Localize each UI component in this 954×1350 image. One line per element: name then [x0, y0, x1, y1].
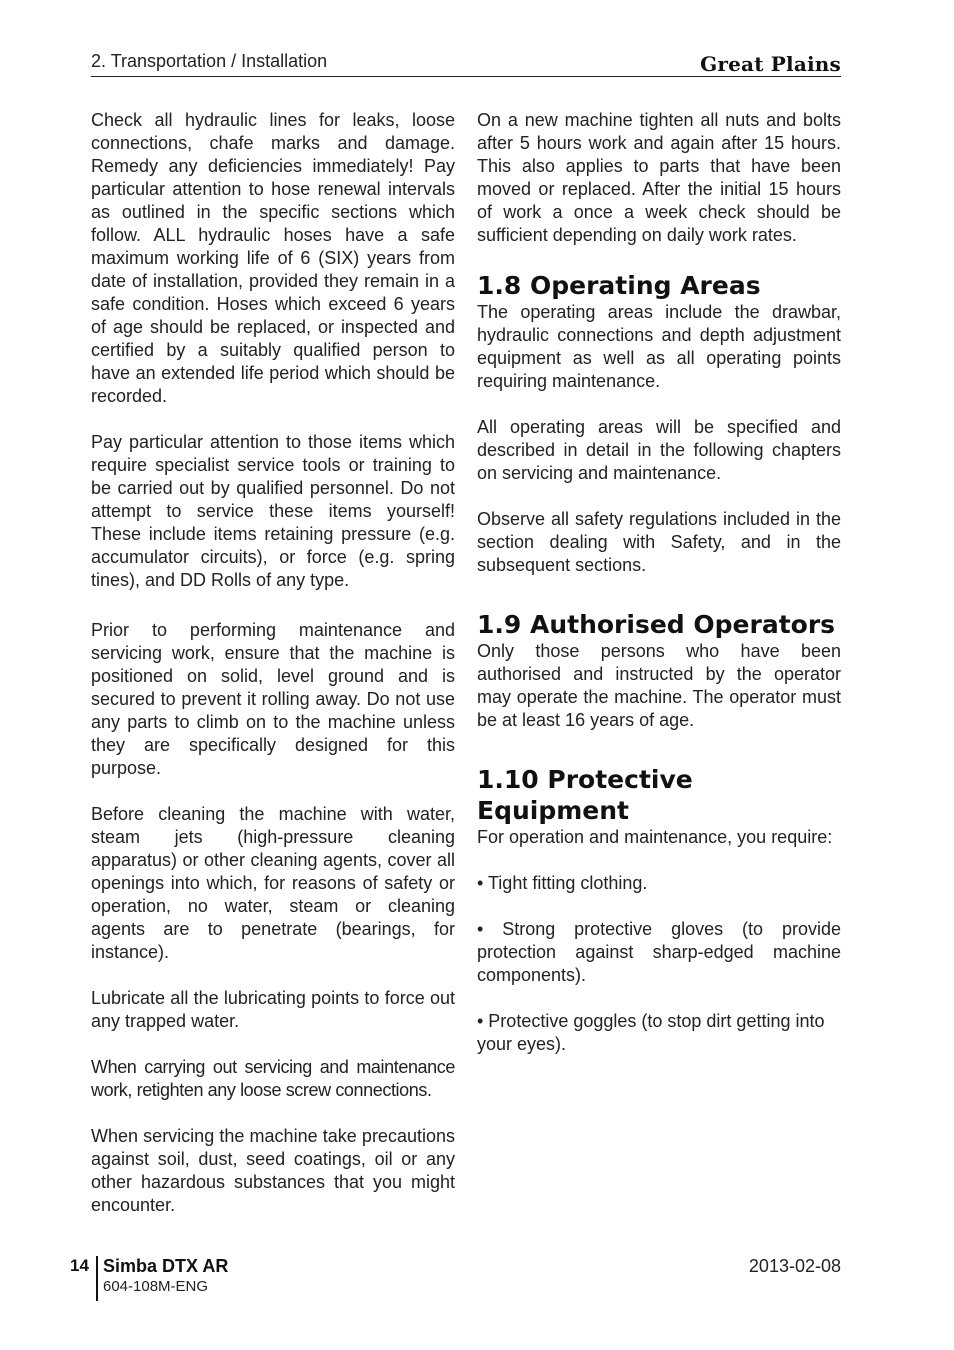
brand-logo-text: Great Plains	[700, 52, 841, 76]
paragraph-operating-areas-3: Observe all safety regulations included in the section dealing with Safety, and in the subsequent sections.	[477, 509, 841, 575]
paragraph-operating-areas-2: All operating areas will be specified and described in detail in the following chapters on servicing and maintenance.	[477, 417, 841, 483]
heading-authorised-operators: 1.9 Authorised Operators	[477, 610, 836, 639]
paragraph-authorised-operators: Only those persons who have been authorised and instructed by the operator may operate the machine. The operator must be at least 16 years of age.	[477, 641, 841, 730]
heading-operating-areas: 1.8 Operating Areas	[477, 271, 761, 300]
left-column	[91, 109, 455, 1240]
list-item-clothing: • Tight fitting clothing.	[477, 873, 648, 893]
paragraph-lubricate: Lubricate all the lubricating points to force out any trapped water.	[91, 988, 455, 1031]
paragraph-operating-areas-1: The operating areas include the drawbar, hydraulic connections and depth adjustment equipment as well as all operating points requiring maintenance.	[477, 302, 841, 391]
page-header	[91, 50, 841, 77]
list-item-gloves: • Strong protective gloves (to provide protection against sharp-edged machine components).	[477, 919, 841, 985]
list-item-goggles: • Protective goggles (to stop dirt getting into your eyes).	[477, 1011, 825, 1054]
paragraph-new-machine: On a new machine tighten all nuts and bolts after 5 hours work and again after 15 hours. This also applies to parts that have been moved or replaced. After the initial 15 hours of work a once a week check should be sufficient depending on daily work rates.	[477, 110, 841, 245]
paragraph-protective-intro: For operation and maintenance, you require:	[477, 827, 833, 847]
paragraph-hazardous: When servicing the machine take precautions against soil, dust, seed coatings, oil or any other hazardous substances that you might encounter.	[91, 1126, 455, 1215]
footer-date: 2013-02-08	[748, 1256, 841, 1276]
footer-doc-code: 604-108M-ENG	[103, 1278, 209, 1295]
section-reference: 2. Transportation / Installation	[91, 51, 328, 71]
heading-protective-equipment: 1.10 Protective Equipment	[477, 765, 693, 825]
paragraph-retighten: When carrying out servicing and maintenance work, retighten any loose screw connections.	[91, 1057, 455, 1100]
footer-divider	[96, 1256, 98, 1301]
paragraph-prior-maintenance: Prior to performing maintenance and servicing work, ensure that the machine is positioned on solid, level ground and is secured to prevent it rolling away. Do not use any parts to climb on to the machine unless they are specifically designed for this purpose.	[91, 620, 455, 778]
page-number: 14	[70, 1256, 89, 1275]
right-column	[477, 109, 841, 1079]
paragraph-cleaning: Before cleaning the machine with water, steam jets (high-pressure cleaning apparatus) or other cleaning agents, cover all openings into which, for reasons of safety or operation, no water, steam or cleaning agents are to penetrate (bearings, for instance).	[91, 804, 455, 962]
footer-model-name: Simba DTX AR	[103, 1256, 229, 1276]
paragraph-hydraulic-lines: Check all hydraulic lines for leaks, loose connections, chafe marks and damage. Remedy any deficiencies immediately! Pay particular attention to hose renewal intervals as outlined in the specific sections which follow. ALL hydraulic hoses have a safe maximum working life of 6 (SIX) years from date of installation, provided they remain in a safe condition. Hoses which exceed 6 years of age should be replaced, or inspected and certified by a suitably qualified person to have an extended life period which should be recorded.	[91, 110, 455, 406]
paragraph-specialist-tools: Pay particular attention to those items which require specialist service tools or training to be carried out by qualified personnel. Do not attempt to service these items yourself! These include items retaining pressure (e.g. accumulator circuits), or force (e.g. spring tines), and DD Rolls of any type.	[91, 432, 455, 590]
